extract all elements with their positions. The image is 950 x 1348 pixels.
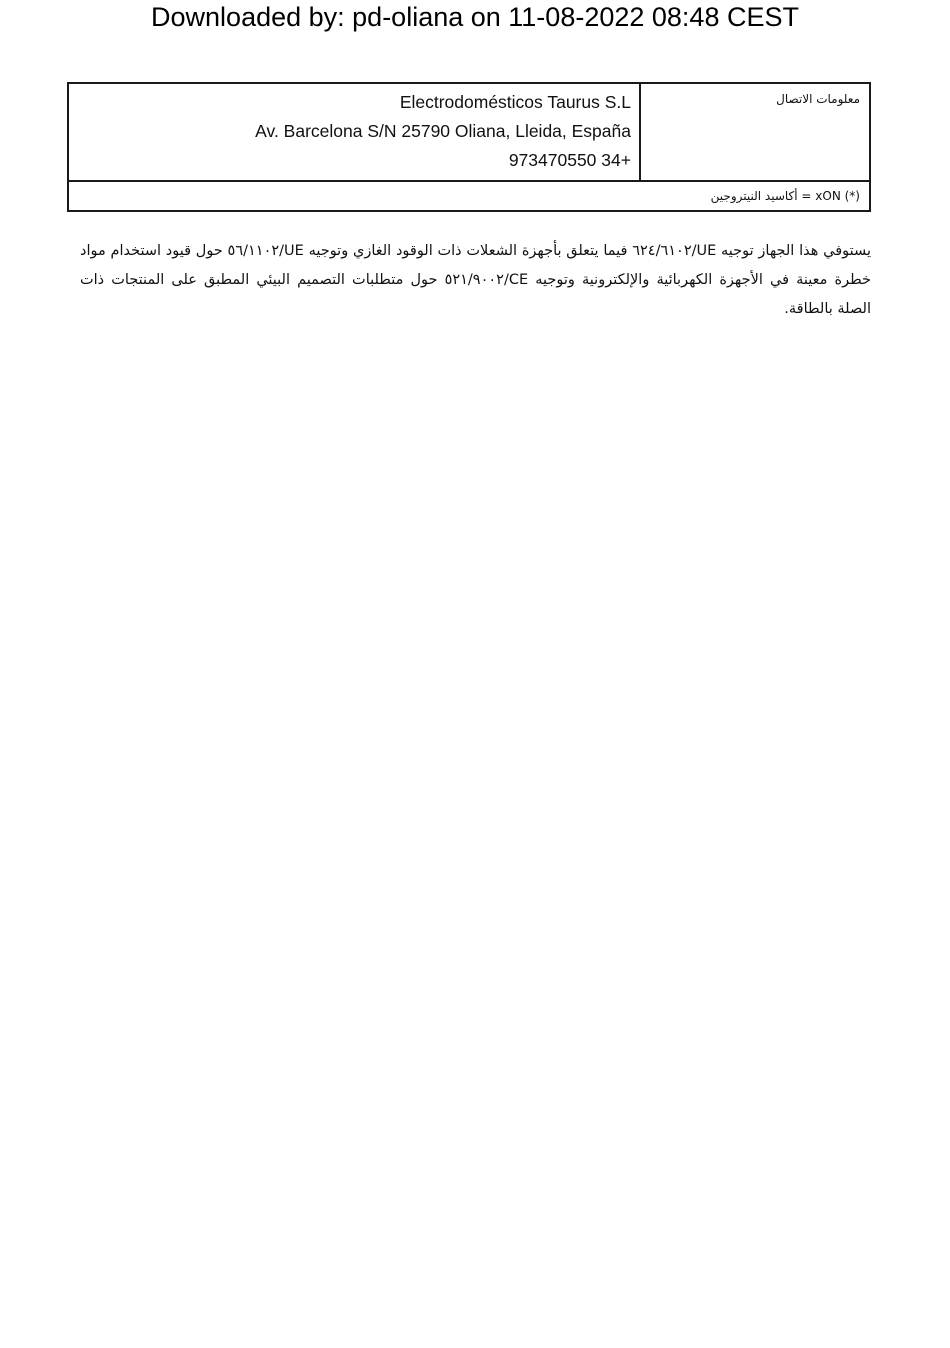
contact-label: معلومات الاتصال <box>640 83 870 181</box>
company-phone: +34 973470550 <box>508 150 631 170</box>
compliance-paragraph: يستوفي هذا الجهاز توجيه UE/٦٢٤/٦١٠٢ فيما يتعلق بأجهزة الشعلات ذات الوقود الغازي وتوجيه UE/٥٦/١١٠٢ حول قيود استخدام مواد خطرة معينة في الأجهزة الكهربائية والإلكترونية وتوجيه CE/٥٢١/٩٠٠٢ حول متطلبات التصميم البيئي المطبق على المنتجات ذات الصلة بالطاقة. <box>80 243 871 317</box>
contact-info-table <box>67 82 871 212</box>
footnote-row <box>68 181 870 211</box>
contact-row <box>68 83 870 181</box>
company-address: Av. Barcelona S/N 25790 Oliana, Lleida, España <box>255 121 631 141</box>
contact-value-cell <box>68 83 640 181</box>
download-banner: Downloaded by: pd-oliana on 11-08-2022 08:48 CEST <box>151 2 799 32</box>
company-name: Electrodomésticos Taurus S.L <box>399 92 631 112</box>
nox-footnote: (*) xON = أكاسيد النيتروجين <box>68 181 870 211</box>
